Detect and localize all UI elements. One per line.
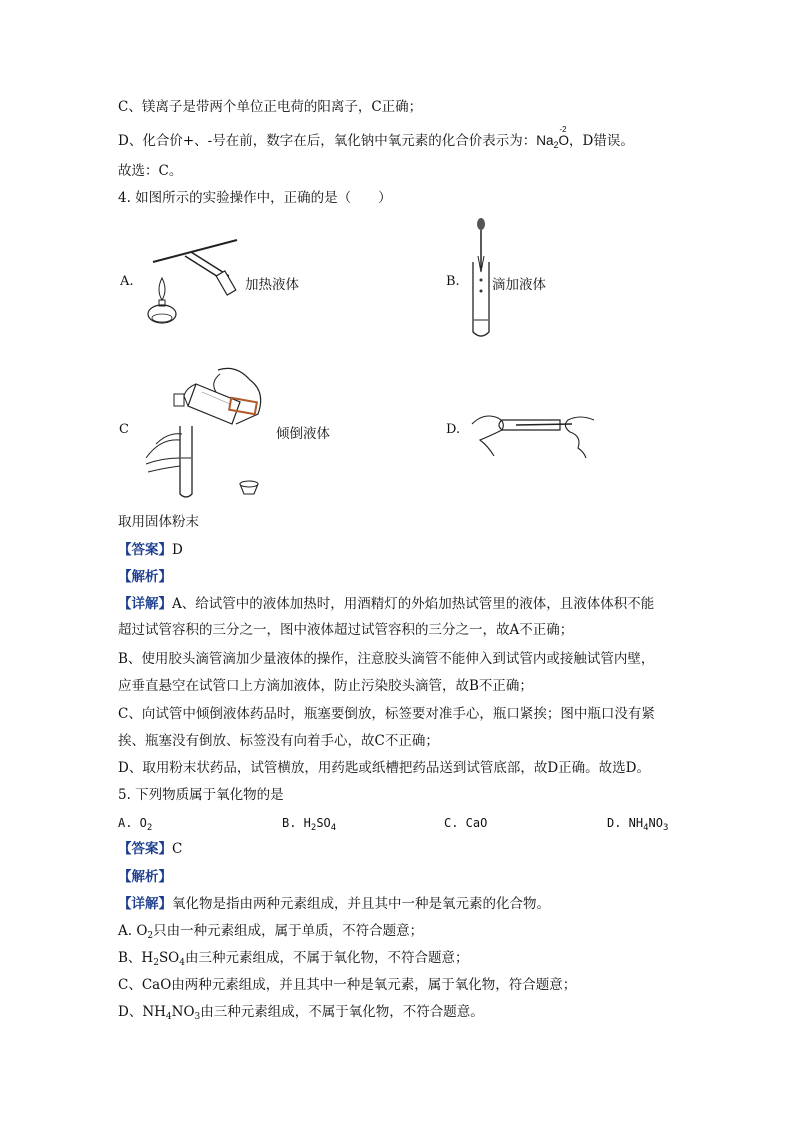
option-a: A. $O_2$ bbox=[118, 816, 153, 833]
figure-caption: 取用固体粉末 bbox=[118, 514, 199, 530]
text-line: 应垂直悬空在试管口上方滴加液体，防止污染胶头滴管，故B不正确； bbox=[118, 678, 533, 694]
text-span: D、化合价+、-号在前，数字在后，氧化钠中氧元素的化合价表示为： bbox=[118, 133, 537, 149]
text-line: A. $O_2$只由一种元素组成，属于单质，不符合题意； bbox=[118, 923, 424, 941]
question-stem: 5. 下列物质属于氧化物的是 bbox=[118, 787, 284, 803]
text-span: 氧化物是指由两种元素组成，并且其中一种是氧元素的化合物。 bbox=[172, 896, 550, 912]
option-label-a: A. bbox=[120, 274, 134, 289]
answer-line bbox=[118, 839, 182, 859]
figure-caption: 倾倒液体 bbox=[276, 426, 330, 442]
analysis-tag: 【解析】 bbox=[118, 569, 172, 585]
detail-line bbox=[118, 894, 550, 914]
answer-value: D bbox=[172, 542, 183, 558]
text-line: 超过试管容积的三分之一，图中液体超过试管容积的三分之一，故A不正确； bbox=[118, 622, 574, 638]
option-c: C. CaO bbox=[444, 816, 488, 830]
text-line: 故选：C。 bbox=[118, 163, 183, 179]
question-stem: 4. 如图所示的实验操作中，正确的是（ ） bbox=[118, 190, 392, 206]
text-line: C、镁离子是带两个单位正电荷的阳离子，C正确； bbox=[118, 99, 423, 115]
analysis-tag: 【解析】 bbox=[118, 869, 172, 885]
option-d: D. $NH_4NO_3$ bbox=[607, 816, 669, 833]
detail-line bbox=[118, 594, 654, 614]
text-line: C、CaO由两种元素组成，并且其中一种是氧元素，属于氧化物，符合题意； bbox=[118, 977, 577, 993]
detail-tag: 【详解】 bbox=[118, 596, 172, 612]
option-b: B. $H_2SO_4$ bbox=[282, 816, 337, 833]
answer-line bbox=[118, 540, 183, 560]
text-line bbox=[118, 125, 634, 155]
answer-tag: 【答案】 bbox=[118, 841, 172, 857]
text-line: C、向试管中倾倒液体药品时，瓶塞要倒放，标签要对准手心，瓶口紧挨；图中瓶口没有紧 bbox=[118, 706, 655, 722]
pouring-liquid-figure bbox=[140, 362, 270, 502]
text-line: D、取用粉末状药品，试管横放，用药匙或纸槽把药品送到试管底部，故D正确。故选D。 bbox=[118, 760, 650, 776]
text-span: ，D错误。 bbox=[569, 133, 634, 149]
option-label-b: B. bbox=[446, 274, 460, 289]
answer-value: C bbox=[172, 841, 183, 857]
detail-tag: 【详解】 bbox=[118, 896, 172, 912]
heating-liquid-figure bbox=[145, 232, 245, 332]
figure-caption: 加热液体 bbox=[245, 277, 299, 293]
figure-caption: 滴加液体 bbox=[492, 277, 546, 293]
option-label-d: D. bbox=[446, 422, 461, 437]
text-line: B、使用胶头滴管滴加少量液体的操作，注意胶头滴管不能伸入到试管内或接触试管内壁， bbox=[118, 651, 655, 667]
answer-tag: 【答案】 bbox=[118, 542, 172, 558]
text-line: B、$H_2SO_4$由三种元素组成，不属于氧化物，不符合题意； bbox=[118, 950, 469, 968]
formula: $Na_2$ -2 O bbox=[536, 125, 569, 150]
text-span: A、给试管中的液体加热时，用酒精灯的外焰加热试管里的液体，且液体体积不能 bbox=[172, 596, 655, 612]
text-line: 挨、瓶塞没有倒放、标签没有向着手心，故C不正确； bbox=[118, 733, 439, 749]
text-line: D、$NH_4NO_3$由三种元素组成，不属于氧化物，不符合题意。 bbox=[118, 1004, 484, 1022]
option-label-c: C bbox=[119, 422, 129, 437]
solid-powder-figure bbox=[468, 402, 598, 458]
